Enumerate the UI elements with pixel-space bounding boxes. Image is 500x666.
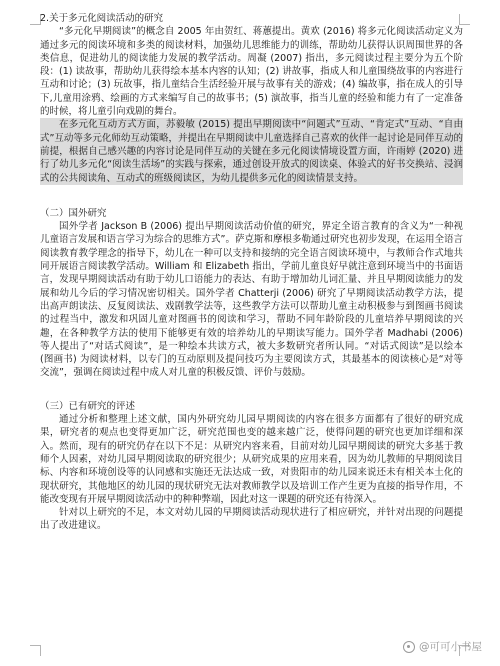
watermark bbox=[403, 639, 482, 654]
paragraph-multi-reading-definition: “多元化早期阅读”的概念自 2005 年由贺红、蒋蕙提出。黄欢 (2016) 将多元化阅读活动定义为通过多元的阅读环境和多类的阅读材料，加强幼儿思维能力的训练，帮助幼儿获得认识周围世界的各类信息，促进幼儿的阅读能力发展的教学活动。周凝 (2007) 指出，多元阅读过程主要分为五个阶段：(1) 读故事，帮助幼儿获得绘本基本内容的认知；(2) 讲故事，指成人和儿童围绕故事的内容进行互动和讨论；(3) 玩故事，指儿童结合生活经验开展与故事有关的游戏；(4) 编故事，指在成人的引导下,儿童用涂鸦、绘画的方式来编写自己的故事书；(5) 演故事，指当儿童的经验和能力有了一定准备的时候，将儿童引向戏剧的舞台。 bbox=[40, 26, 463, 118]
section-heading-foreign-research: （二）国外研究 bbox=[40, 207, 107, 219]
watermark-text: @可可小书屋 bbox=[419, 641, 482, 653]
section-heading-review: （三）已有研究的评述 bbox=[40, 400, 136, 412]
document-body bbox=[40, 12, 463, 533]
circle-logo-icon bbox=[403, 641, 415, 653]
margin-corner-mark bbox=[30, 645, 41, 656]
paragraph-multi-interaction: 在多元化互动方式方面，苏毅敏 (2015) 提出早期阅读中“问题式”互动、“肯定式”互动、“自由式”互动等多元化师幼互动策略，并提出在早期阅读中儿童选择自己喜欢的伙伴一起讨论是同伴互动的前提，根据自己感兴趣的内容讨论是同伴互动的关键在多元化阅读情境设置方面，许雨婷 (2020) 进行了幼儿多元化“阅读生活场”的实践与探索，通过创设开放式的阅读桌、体验式的好书交换站、浸润式的公共阅读角、互动式的班级阅读区，为幼儿提供多元化的阅读情景支持。 bbox=[40, 119, 463, 184]
paragraph-conclusion: 针对以上研究的不足，本文对幼儿园的早期阅读活动现状进行了相应研究，并针对出现的问题提出了改进建议。 bbox=[40, 507, 463, 532]
subsection-heading: 2.关于多元化阅读活动的研究 bbox=[40, 13, 164, 24]
paragraph-review: 通过分析和整理上述文献，国内外研究幼儿园早期阅读的内容在很多方面都有了很好的研究成果，研究者的观点也变得更加广泛，研究范围也变的越来越广泛，使得问题的研究也更加详细和深入。然而，现有的研究仍存在以下不足：从研究内容来看，目前对幼儿园早期阅读的研究大多基于教师个人因素，对幼儿园早期阅读取的研究很少；从研究成果的应用来看，因为幼儿教师的早期阅读目标、内容和环境创设等的认同感和实施还无法达成一致，对贵阳市的幼儿园来说还未有相关本土化的现状研究，其他地区的幼儿园的现状研究无法对教师教学以及培训工作产生更为直接的指导作用，不能改变现有开展早期阅读活动中的种种弊端，因此对这一课题的研究还有待深入。 bbox=[40, 414, 463, 505]
paragraph-foreign-research: 国外学者 Jackson B (2006) 提出早期阅读活动价值的研究，界定全语言教育的含义为“一种视儿童语言发展和语言学习为综合的思维方式”。萨克斯和摩根多勒通过研究也初步发现，在运用全语言阅读教育教学理念的指导下，幼儿在一种可以支持和接纳的完全语言阅读环境中，与教师合作式地共同开展语言阅读教学活动。William 和 Elizabeth 指出，学前儿童良好早就注意到环境当中的书面语言，发现早期阅读活动有助于幼儿口语能力的表达、有助于增加幼儿词汇量、并且早期阅读能力的发展和幼儿今后的学习情况密切相关。国外学者 Chatterji (2006) 研究了早期阅读活动教学方法，提出高声朗读法、反复阅读法、戏剧教学法等，这些教学方法可以帮助儿童主动积极参与到图画书阅读的过程当中，激发和巩固儿童对图画书的阅读和学习，帮助不同年龄阶段的儿童培养早期阅读的兴趣，在各种教学方法的使用下能够更有效的培养幼儿的早期读写能力。国外学者 Madhabi (2006) 等人提出了“对话式阅读”，是一种绘本共读方式，被大多数研究者所认同。“对话式阅读”是以绘本 (图画书) 为阅读材料，以专门的互动原则及提问技巧为主要阅读方式，其最基本的阅读核心是“对等交流”，强调在阅读过程中成人对儿童的积极反馈、评价与鼓励。 bbox=[40, 221, 463, 379]
